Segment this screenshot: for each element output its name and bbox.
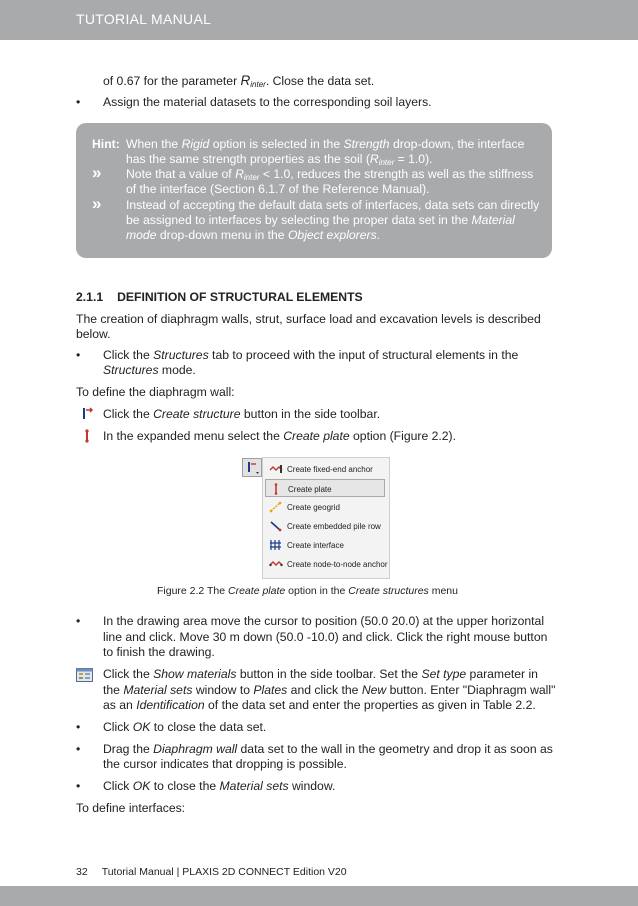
figure-caption: Figure 2.2 The Create plate option in the Create structures menu — [157, 585, 458, 597]
create-structure-icon — [243, 459, 261, 476]
paragraph: The creation of diaphragm walls, strut, surface load and excavation levels is described — [76, 312, 541, 326]
step-ok-dataset: Click OK to close the data set. — [103, 720, 267, 734]
section-heading: 2.1.1 DEFINITION OF STRUCTURAL ELEMENTS — [76, 290, 363, 304]
menu-item-embedded-pile-row[interactable]: Create embedded pile row — [265, 517, 385, 535]
step-drag-1: Drag the Diaphragm wall data set to the wall in the geometry and drop it as soon as — [103, 742, 553, 756]
intro-bullet: Assign the material datasets to the corresponding soil layers. — [103, 95, 432, 109]
fixed-end-anchor-icon — [269, 463, 283, 475]
bullet-mark: • — [76, 95, 81, 109]
step-create-structure: Click the Create structure button in the side toolbar. — [103, 407, 381, 421]
step-materials-2: the Material sets window to Plates and click the New button. Enter "Diaphragm wall" — [103, 683, 556, 697]
page-number: 32 — [76, 866, 88, 878]
hint-line-6: be assigned to interfaces by selecting the proper data set in the Material — [126, 213, 515, 227]
header-title: TUTORIAL MANUAL — [76, 11, 212, 27]
interface-icon — [269, 539, 283, 551]
bullet-mark: • — [76, 720, 81, 734]
footer-bar — [0, 886, 638, 906]
paragraph: To define interfaces: — [76, 801, 186, 815]
create-structure-button[interactable] — [242, 458, 262, 477]
plate-icon — [270, 483, 284, 495]
show-materials-icon — [76, 668, 93, 682]
menu-item-create-plate[interactable]: Create plate — [265, 479, 385, 497]
hint-box — [76, 123, 552, 258]
paragraph: below. — [76, 327, 111, 341]
step-create-plate: In the expanded menu select the Create plate option (Figure 2.2). — [103, 429, 456, 443]
bullet-structures-2: Structures mode. — [103, 363, 196, 377]
node-to-node-anchor-icon — [269, 558, 283, 570]
step-ok-materials: Click OK to close the Material sets window. — [103, 779, 336, 793]
bullet-mark: • — [76, 779, 81, 793]
raquo-icon: » — [92, 163, 102, 182]
geogrid-icon — [269, 501, 283, 513]
menu-item-create-interface[interactable]: Create interface — [265, 536, 385, 554]
step-drawing-2: line and click. Move 30 m down (50.0 -10.0) and click. Click the right mouse button — [103, 630, 548, 644]
hint-line-1: When the Rigid option is selected in the Strength drop-down, the interface — [126, 137, 525, 151]
create-structures-menu — [262, 457, 390, 579]
intro-line: of 0.67 for the parameter $R_{inter}$. Close the data set. — [103, 73, 375, 89]
hint-line-5: Instead of accepting the default data sets of interfaces, data sets can directly — [126, 198, 540, 212]
raquo-icon: » — [92, 194, 102, 213]
step-drawing-1: In the drawing area move the cursor to position (50.0 20.0) at the upper horizontal — [103, 614, 545, 628]
embedded-pile-row-icon — [269, 520, 283, 532]
step-materials-1: Click the Show materials button in the side toolbar. Set the Set type parameter in — [103, 667, 538, 681]
hint-label: Hint: — [92, 137, 120, 151]
paragraph: To define the diaphragm wall: — [76, 385, 235, 399]
hint-line-3: Note that a value of $R_{inter} < 1.0$, reduces the strength as well as the stiffness — [126, 167, 534, 182]
step-drag-2: the cursor indicates that dropping is possible. — [103, 757, 347, 771]
footer — [76, 866, 347, 878]
menu-item-node-to-node-anchor[interactable]: Create node-to-node anchor — [265, 555, 385, 573]
bullet-mark: • — [76, 348, 81, 362]
create-structure-icon — [80, 406, 94, 420]
hint-line-2: has the same strength properties as the soil $(R_{inter} = 1.0)$. — [126, 152, 433, 167]
menu-item-create-geogrid[interactable]: Create geogrid — [265, 498, 385, 516]
bullet-structures: Click the Structures tab to proceed with the input of structural elements in the — [103, 348, 519, 362]
hint-line-7: mode drop-down menu in the Object explorers. — [126, 228, 381, 242]
bullet-mark: • — [76, 614, 81, 628]
plate-icon — [82, 429, 92, 443]
header-bar — [0, 0, 638, 40]
hint-line-4: of the interface (Section 6.1.7 of the Reference Manual). — [126, 182, 430, 196]
bullet-mark: • — [76, 742, 81, 756]
footer-text: Tutorial Manual | PLAXIS 2D CONNECT Edition V20 — [101, 866, 347, 878]
step-drawing-3: to finish the drawing. — [103, 645, 215, 659]
menu-item-fixed-end-anchor[interactable]: Create fixed-end anchor — [265, 460, 385, 478]
step-materials-3: as an Identification of the data set and enter the properties as given in Table 2.2. — [103, 698, 536, 712]
